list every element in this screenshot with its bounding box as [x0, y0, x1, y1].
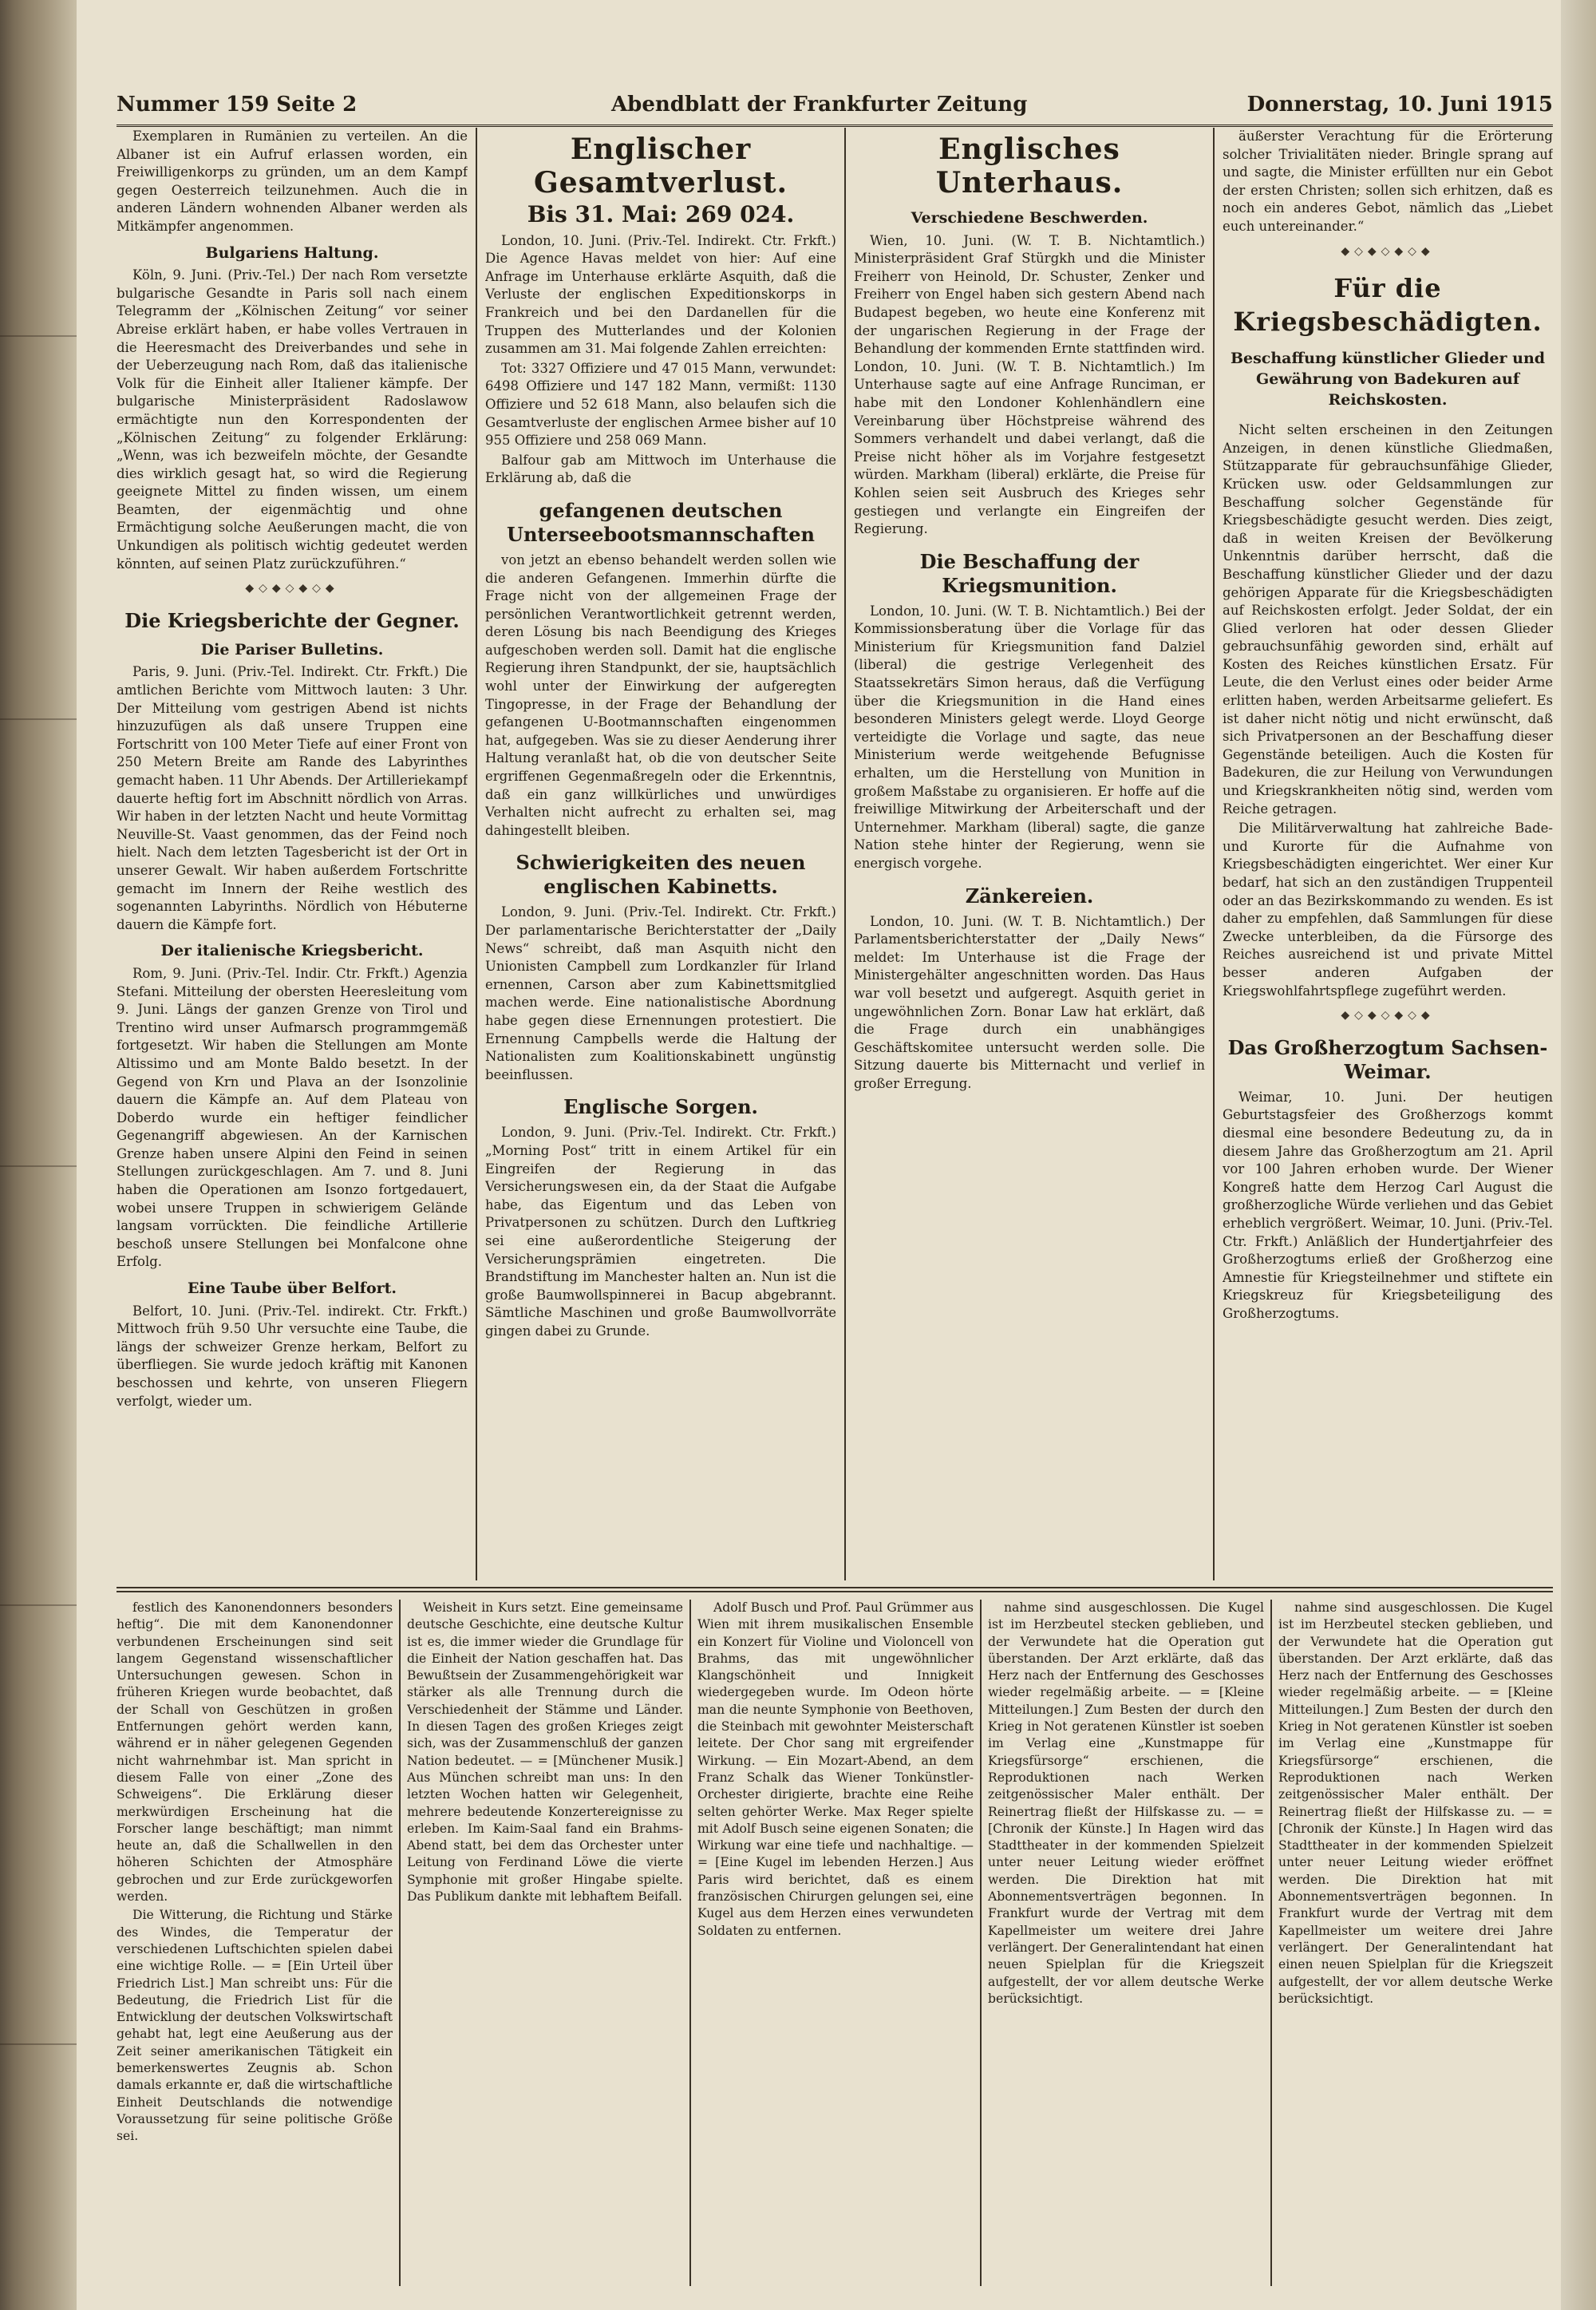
feuilleton-text: festlich des Kanonendonners besonders heftig“. Die mit dem Kanonendonner verbundenen Erscheinungen sind seit langem Gegenstand wissenschaftlicher Untersuchungen gewesen. Schon in früheren Kriegen wurde beobachtet, daß der Schall von Geschützen in großen Entfernungen gehört werden kann, während er in näher gelegenen Gegenden nicht wahrnehmbar ist. Man spricht in diesem Falle von einer „Zone des Schweigens“. Die Erklärung dieser merkwürdigen Erscheinung hat die Forscher lange beschäftigt; man nimmt heute an, daß die Schallwellen in den höheren Schichten der Atmosphäre gebrochen und zur Erde zurückgeworfen werden.	[117, 1600, 393, 1905]
col4-intro: äußerster Verachtung für die Erörterung solcher Trivialitäten nieder. Bringle sprang auf und sagte, die Minister erfüllten nur ein Gebot der ersten Christen; sollen sich erhitzen, daß es noch ein anderes Gebot, nämlich das „Liebet euch untereinander.“	[1223, 129, 1553, 234]
book-binding	[0, 0, 77, 2310]
heading-saxe-weimar: Das Großherzogtum Sachsen-Weimar.	[1227, 1035, 1548, 1083]
col1-intro: Exemplaren in Rumänien zu verteilen. An die Albaner ist ein Aufruf erlassen worden, ein Freiwilligenkorps zu gründen, um an dem Kampf gegen Oesterreich teilzunehmen. Auch die in anderen Ländern wohnenden Albaner werden als Mitkämpfer angenommen.	[117, 129, 468, 234]
article-munition: London, 10. Juni. (W. T. B. Nichtamtlich.) Bei der Kommissionsberatung über die Vorlage für das Ministerium für Kriegsmunition fand Dalziel (liberal) die gestrige Verlegenheit des Staatssekretärs Simon heraus, daß die Verfügung über die Kriegsmunition in die Hand eines besonderen Ministers gelegt werde. Lloyd George verteidigte die Vorlage und sagte, das neue Ministerium werde weitgehende Befugnisse erhalten, um die Herstellung von Munition in großem Maßstabe zu organisieren. Er hoffe auf die freiwillige Mitwirkung der Arbeiterschaft und der Unternehmer. Markham (liberal) sagte, die ganze Nation stehe hinter der Regierung, wenn sie energisch vorgehe.	[854, 603, 1205, 871]
column-rule	[1213, 128, 1215, 1580]
heading-taube: Eine Taube über Belfort.	[187, 1280, 397, 1298]
feuilleton-col-4	[988, 1600, 1264, 2286]
masthead	[117, 88, 1553, 127]
feuilleton-col-1	[117, 1600, 393, 2286]
article-war-disabled-2: Die Militärverwaltung hat zahlreiche Bade- und Kurorte für die Aufnahme von Kriegsbeschädigten eingerichtet. Wer einer Kur bedarf, hat sich an den zuständigen Truppenteil oder an das Bezirkskommando zu wenden. Es ist daher zu empfehlen, daß Sammlungen für diese Zwecke unterbleiben, da die Fürsorge des Reiches ausreichend ist und private Mittel besser anderen Aufgaben der Kriegswohlfahrtspflege zugeführt werden.	[1223, 821, 1553, 999]
section-rule	[117, 1587, 1553, 1588]
heading-munition: Die Beschaffung der Kriegsmunition.	[919, 549, 1140, 597]
feuilleton-col-5	[1278, 1600, 1553, 2286]
article-saxe-weimar: Weimar, 10. Juni. Der heutigen Geburtstagsfeier des Großherzogs kommt diesmal eine besondere Bedeutung zu, da in diesem Jahre das Großherzogtum am 21. April vor 100 Jahren erhoben wurde. Der Wiener Kongreß hatte dem Herzog Carl August die großherzogliche Würde verliehen und das Gebiet erheblich vergrößert. Weimar, 10. Juni. (Priv.-Tel. Ctr. Frkft.) Anläßlich der Hundertjahrfeier des Großherzogtums erließ der Großherzog eine Amnestie für Kriegsteilnehmer und stiftete ein Kriegskreuz für Kriegsbeteiligung des Großherzogtums.	[1223, 1089, 1553, 1321]
column-4	[1223, 128, 1553, 1580]
page-edge	[1561, 0, 1596, 2310]
column-rule	[399, 1600, 401, 2286]
column-2	[485, 128, 836, 1580]
issue-number: Nummer 159 Seite 2	[117, 93, 358, 117]
headline-commons: Englisches Unterhaus.	[935, 133, 1124, 200]
heading-italian-report: Der italienische Kriegsbericht.	[160, 942, 424, 960]
heading-complaints: Verschiedene Beschwerden.	[911, 209, 1148, 227]
heading-cabinet: Schwierigkeiten des neuen englischen Kabinetts.	[516, 851, 806, 899]
column-rule	[1270, 1600, 1272, 2286]
issue-date: Donnerstag, 10. Juni 1915	[1246, 93, 1553, 117]
heading-paris: Die Pariser Bulletins.	[200, 640, 384, 659]
heading-english-worries: Englische Sorgen.	[563, 1095, 758, 1119]
newspaper-page	[77, 0, 1596, 2310]
article-paris: Paris, 9. Juni. (Priv.-Tel. Indirekt. Ctr. Frkft.) Die amtlichen Berichte vom Mittwoch lauten: 3 Uhr. Der Mitteilung vom gestrigen Abend ist nichts hinzuzufügen als daß unsere Truppen eine Fortschritt von 100 Meter Tiefe auf einer Front von 250 Metern Breite am Rande des Labyrinthes gemacht haben. 11 Uhr Abends. Der Artilleriekampf dauerte heftig fort im Abschnitt nördlich von Arras. Wir haben in der letzten Nacht und heute Vormittag Neuville-St. Vaast genommen, das der Feind noch hielt. Nach dem letzten Tagesbericht ist der Ort in unserer Gewalt. Wir haben außerdem Fortschritte gemacht im Innern der Reihe westlich des sogenannten Labyrinths. Nördlich von Hébuterne dauern die Kämpfe fort.	[117, 664, 468, 932]
column-rule	[980, 1600, 982, 2286]
feuilleton-text: Die Witterung, die Richtung und Stärke des Windes, die Temperatur der verschiedenen Luftschichten spielen dabei eine wichtige Rolle. — = [Ein Urteil über Friedrich List.] Man schreibt uns: Für die Bedeutung, die Friedrich List für die Entwicklung der deutschen Volkswirtschaft gehabt hat, legt eine Aeußerung aus der Zeit seiner amerikanischen Tätigkeit ein bemerkenswertes Zeugnis ab. Schon damals erkannte er, daß die wirtschaftliche Einheit Deutschlands die notwendige Voraussetzung für seine politische Größe sei.	[117, 1908, 393, 2144]
feuilleton-text: nahme sind ausgeschlossen. Die Kugel ist im Herzbeutel stecken geblieben, und der Verwundete hat die Operation gut überstanden. Der Arzt erklärte, daß das Herz nach der Entfernung des Geschosses wieder regelmäßig arbeite. — = [Kleine Mitteilungen.] Zum Besten der durch den Krieg in Not geratenen Künstler ist soeben im Verlag eine „Kunstmappe für Kriegsfürsorge“ erschienen, die Reproduktionen nach Werken zeitgenössischer Maler enthält. Der Reinertrag fließt der Hilfskasse zu. — = [Chronik der Künste.] In Hagen wird das Stadttheater in der kommenden Spielzeit unter neuer Leitung wieder eröffnet werden. Die Direktion hat mit Abonnementsverträgen begonnen. In Frankfurt wurde der Vertrag mit dem Kapellmeister um weitere drei Jahre verlängert. Der Generalintendant hat einen neuen Spielplan für die Kriegszeit aufgestellt, der vor allem deutsche Werke berücksichtigt.	[988, 1600, 1264, 2006]
feuilleton-col-3	[697, 1600, 974, 2286]
heading-prisoners: gefangenen deutschen Unterseebootsmannschaften	[507, 498, 815, 546]
headline-english-losses: Englischer Gesamtverlust.	[533, 133, 788, 200]
losses-total: Bis 31. Mai: 269 024.	[527, 201, 795, 227]
article-losses: London, 10. Juni. (Priv.-Tel. Indirekt. Ctr. Frkft.) Die Agence Havas meldet von hier: Auf eine Anfrage im Unterhause erklärte Asquith, daß die Verluste der englischen Expeditionskorps in Frankreich und bei den Dardanellen für die Truppen des Mutterlandes und der Kolonien zusammen am 31. Mai folgende Zahlen erreichten:	[485, 232, 836, 357]
article-quarrels: London, 10. Juni. (W. T. B. Nichtamtlich.) Der Parlamentsberichterstatter der „Daily News“ meldet: Im Unterhause ist die Frage der Ministergehälter angeschnitten worden. Das Haus war voll besetzt und aufgeregt. Asquith geriet in ungewöhnlichen Zorn. Bonar Law hat erklärt, daß die Frage durch ein unabhängiges Geschäftskomitee untersucht werden solle. Die Sitzung dauerte bis Mitternacht und verlief in großer Erregung.	[854, 913, 1205, 1091]
article-bulgaria: Köln, 9. Juni. (Priv.-Tel.) Der nach Rom versetzte bulgarische Gesandte in Paris soll nach einem Telegramm der „Kölnischen Zeitung“ vor seiner Abreise erklärt haben, er habe volles Vertrauen in die Heeresmacht des Dreiverbandes und sehe in der Ueberzeugung nach Rom, daß das italienische Volk für die Einheit aller Italiener kämpfe. Der bulgarische Ministerpräsident Radoslawow ermächtigte nun den Korrespondenten der „Kölnischen Zeitung“ zu folgender Erklärung: „Wenn, was ich bezweifeln möchte, der Gesandte dies wirklich gesagt hat, so wird die Regierung geeignete Mittel zu finden wissen, um einem Beamten, der eigenmächtig und ohne Ermächtigung solche Aeußerungen macht, die von Unkundigen als politisch wichtig gedeutet werden könnten, auf seinen Platz zurückzuführen.“	[117, 267, 468, 572]
article-prisoners: von jetzt an ebenso behandelt werden sollen wie die anderen Gefangenen. Immerhin dürfte die Frage nicht von der allgemeinen Frage der persönlichen Verantwortlichkeit getrennt werden, deren Lösung bis nach Beendigung des Krieges aufgeschoben werden soll. Damit hat die englische Regierung ihren Standpunkt, der sie, hauptsächlich wohl unter der Einwirkung der aufgeregten Tingopresse, in der Frage der Behandlung der gefangenen U-Bootmannschaften eingenommen hat, aufgegeben. Was sie zu dieser Aenderung ihrer Haltung veranlaßt hat, ob die von deutscher Seite ergriffenen Gegenmaßregeln oder die Erkenntnis, daß ein ganz willkürliches und unwürdiges Verhalten nicht aufrecht zu erhalten sei, mag dahingestellt bleiben.	[485, 552, 836, 838]
headline-war-disabled: Für die Kriegsbeschädigten.	[1233, 273, 1543, 338]
column-rule	[689, 1600, 691, 2286]
paper-title: Abendblatt der Frankfurter Zeitung	[611, 93, 1028, 117]
ornament: ◆◇◆◇◆◇◆	[1341, 244, 1435, 258]
heading-war-reports: Die Kriegsberichte der Gegner.	[124, 608, 460, 632]
feuilleton-text: nahme sind ausgeschlossen. Die Kugel ist im Herzbeutel stecken geblieben, und der Verwundete hat die Operation gut überstanden. Der Arzt erklärte, daß das Herz nach der Entfernung des Geschosses wieder regelmäßig arbeite. — = [Kleine Mitteilungen.] Zum Besten der durch den Krieg in Not geratenen Künstler ist soeben im Verlag eine „Kunstmappe für Kriegsfürsorge“ erschienen, die Reproduktionen nach Werken zeitgenössischer Maler enthält. Der Reinertrag fließt der Hilfskasse zu. — = [Chronik der Künste.] In Hagen wird das Stadttheater in der kommenden Spielzeit unter neuer Leitung wieder eröffnet werden. Die Direktion hat mit Abonnementsverträgen begonnen. In Frankfurt wurde der Vertrag mit dem Kapellmeister um weitere drei Jahre verlängert. Der Generalintendant hat einen neuen Spielplan für die Kriegszeit aufgestellt, der vor allem deutsche Werke berücksichtigt.	[1278, 1600, 1553, 2006]
heading-bulgaria: Bulgariens Haltung.	[205, 243, 379, 262]
ornament: ◆◇◆◇◆◇◆	[245, 582, 339, 595]
article-cabinet: London, 9. Juni. (Priv.-Tel. Indirekt. Ctr. Frkft.) Der parlamentarische Berichterstatter der „Daily News“ schreibt, daß man Asquith nicht den Unionisten Campbell zum Lordkanzler für Irland ernennen, Carson aber zum Kabinettsmitglied machen werde. Eine nationalistische Abordnung habe gegen diese Ernennungen protestiert. Die Ernennung Campbells werde die Haltung der Nationalisten zum Koalitionskabinett ungünstig beeinflussen.	[485, 904, 836, 1082]
article-italian-report: Rom, 9. Juni. (Priv.-Tel. Indir. Ctr. Frkft.) Agenzia Stefani. Mitteilung der obersten Heeresleitung vom 9. Juni. Längs der ganzen Grenze von Tirol und Trentino wird unser Aufmarsch programmgemäß fortgesetzt. Wir haben die Stellungen am Monte Altissimo und am Monte Baldo besetzt. In der Gegend von Krn und Plava an der Isonzolinie dauern die Kämpfe an. Auf dem Plateau von Doberdo wurde ein heftiger feindlicher Gegenangriff abgewiesen. An der Karnischen Grenze haben unsere Alpini den Feind in seinen Stellungen zurückgeschlagen. Am 7. und 8. Juni haben die Operationen am Isonzo fortgedauert, wobei unsere Truppen in schwierigem Gelände langsam vorrückten. Die feindliche Artillerie beschoß unsere Stellungen bei Monfalcone ohne Erfolg.	[117, 965, 468, 1270]
heading-quarrels: Zänkereien.	[965, 884, 1094, 908]
feuilleton-text: Weisheit in Kurs setzt. Eine gemeinsame deutsche Geschichte, eine deutsche Kultur ist es, die immer wieder die Grundlage für die Einheit der Nation geschaffen hat. Das Bewußtsein der Zusammengehörigkeit war stärker als alle Trennung durch die Verschiedenheit der Stämme und Länder. In diesen Tagen des großen Krieges zeigt sich, was der Zusammenschluß der ganzen Nation bedeutet. — = [Münchener Musik.] Aus München schreibt man uns: In den letzten Wochen hatten wir Gelegenheit, mehrere bedeutende Konzertereignisse zu erleben. Im Kaim-Saal fand ein Brahms-Abend statt, bei dem das Orchester unter Leitung von Ferdinand Löwe die vierte Symphonie mit großer Hingabe spielte. Das Publikum dankte mit lebhaftem Beifall.	[407, 1600, 683, 1905]
column-1	[117, 128, 468, 1580]
lead-war-disabled: Beschaffung künstlicher Glieder und Gewährung von Badekuren auf Reichskosten.	[1230, 350, 1546, 409]
article-taube: Belfort, 10. Juni. (Priv.-Tel. indirekt. Ctr. Frkft.) Mittwoch früh 9.50 Uhr versuchte eine Taube, die längs der schweizer Grenze herkam, Belfort zu überfliegen. Sie wurde jedoch kräftig mit Kanonen beschossen und kehrte, von unseren Fliegern verfolgt, wieder um.	[117, 1303, 468, 1409]
article-war-disabled: Nicht selten erscheinen in den Zeitungen Anzeigen, in denen künstliche Gliedmaßen, Stützapparate für gebrauchsunfähige Glieder, Krücken usw. oder Geldsammlungen zur Beschaffung solcher Gegenstände für Kriegsbeschädigte gesucht werden. Dies zeigt, daß in weiten Kreisen der Bevölkerung Unkenntnis darüber herrscht, daß die Beschaffung künstlicher Glieder und der dazu gehörigen Apparate für die Kriegsbeschädigten auf Reichskosten erfolgt. Jeder Soldat, der ein Glied verloren hat oder dessen Glieder gebrauchsunfähig geworden sind, erhält auf Kosten des Reiches künstlichen Ersatz. Für Leute, die den Verlust eines oder beider Arme erlitten haben, werden Arbeitsarme geliefert. Es ist daher nicht nötig und nicht erwünscht, daß sich Privatpersonen an der Beschaffung dieser Gegenstände beteiligen. Auch die Kosten für Badekuren, die zur Heilung von Verwundungen und Kriegskrankheiten nötig sind, werden vom Reiche getragen.	[1223, 422, 1553, 817]
feuilleton-text: Adolf Busch und Prof. Paul Grümmer aus Wien mit ihrem musikalischen Ensemble ein Konzert für Violine und Violoncell von Brahms, das mit ungewöhnlicher Klangschönheit und Innigkeit wiedergegeben wurde. Im Odeon hörte man die neunte Symphonie von Beethoven, die Steinbach mit gewohnter Meisterschaft leitete. Der Chor sang mit ergreifender Wirkung. — Ein Mozart-Abend, an dem Franz Schalk das Wiener Tonkünstler-Orchester dirigierte, brachte eine Reihe selten gehörter Werke. Max Reger spielte mit Adolf Busch seine eigenen Sonaten; die Wirkung war eine tiefe und nachhaltige. — = [Eine Kugel im lebenden Herzen.] Aus Paris wird berichtet, daß es einem französischen Chirurgen gelungen sei, eine Kugel aus dem Herzen eines verwundeten Soldaten zu entfernen.	[697, 1600, 974, 1938]
ornament: ◆◇◆◇◆◇◆	[1341, 1009, 1435, 1022]
feuilleton-col-2	[407, 1600, 683, 2286]
column-rule	[476, 128, 477, 1580]
section-rule	[117, 1591, 1553, 1592]
article-commons: Wien, 10. Juni. (W. T. B. Nichtamtlich.) Ministerpräsident Graf Stürgkh und die Minister Freiherr von Heinold, Dr. Schuster, Zenker und Freiherr von Engel haben sich gestern Abend nach Budapest begeben, wo heute eine Konferenz mit der ungarischen Regierung in der Frage der Behandlung der kommenden Ernte stattfinden wird. London, 10. Juni. (W. T. B. Nichtamtlich.) Im Unterhause sagte auf eine Anfrage Runciman, er habe mit den Londoner Kohlenhändlern eine Vereinbarung über Höchstpreise während des Sommers verhandelt und dabei verlangt, daß die Preise nicht höher als im Vorjahre festgesetzt würden. Markham (liberal) erklärte, die Preise für Kohlen seien seit Ausbruch des Krieges sehr gestiegen und verlangte ein Eingreifen der Regierung.	[854, 232, 1205, 537]
column-rule	[844, 128, 846, 1580]
column-3	[854, 128, 1205, 1580]
losses-stats: Tot: 3327 Offiziere und 47 015 Mann, verwundet: 6498 Offiziere und 147 182 Mann, vermißt: 1130 Offiziere und 52 618 Mann, also belaufen sich die Gesamtverluste der englischen Armee bisher auf 10 955 Offiziere und 258 069 Mann.	[485, 360, 836, 449]
article-english-worries: London, 9. Juni. (Priv.-Tel. Indirekt. Ctr. Frkft.) „Morning Post“ tritt in einem Artikel für ein Eingreifen der Regierung in das Versicherungswesen ein, da der Staat die Aufgabe habe, das Eigentum und das Leben von Privatpersonen zu schützen. Durch den Luftkrieg sei eine außerordentliche Steigerung der Versicherungsprämien eingetreten. Die Brandstiftung im Manchester halten an. Nun ist die große Baumwollspinnerei in Bacup abgebrannt. Sämtliche Maschinen und große Baumwollvorräte gingen dabei zu Grunde.	[485, 1125, 836, 1339]
article-balfour: Balfour gab am Mittwoch im Unterhause die Erklärung ab, daß die	[485, 452, 836, 486]
